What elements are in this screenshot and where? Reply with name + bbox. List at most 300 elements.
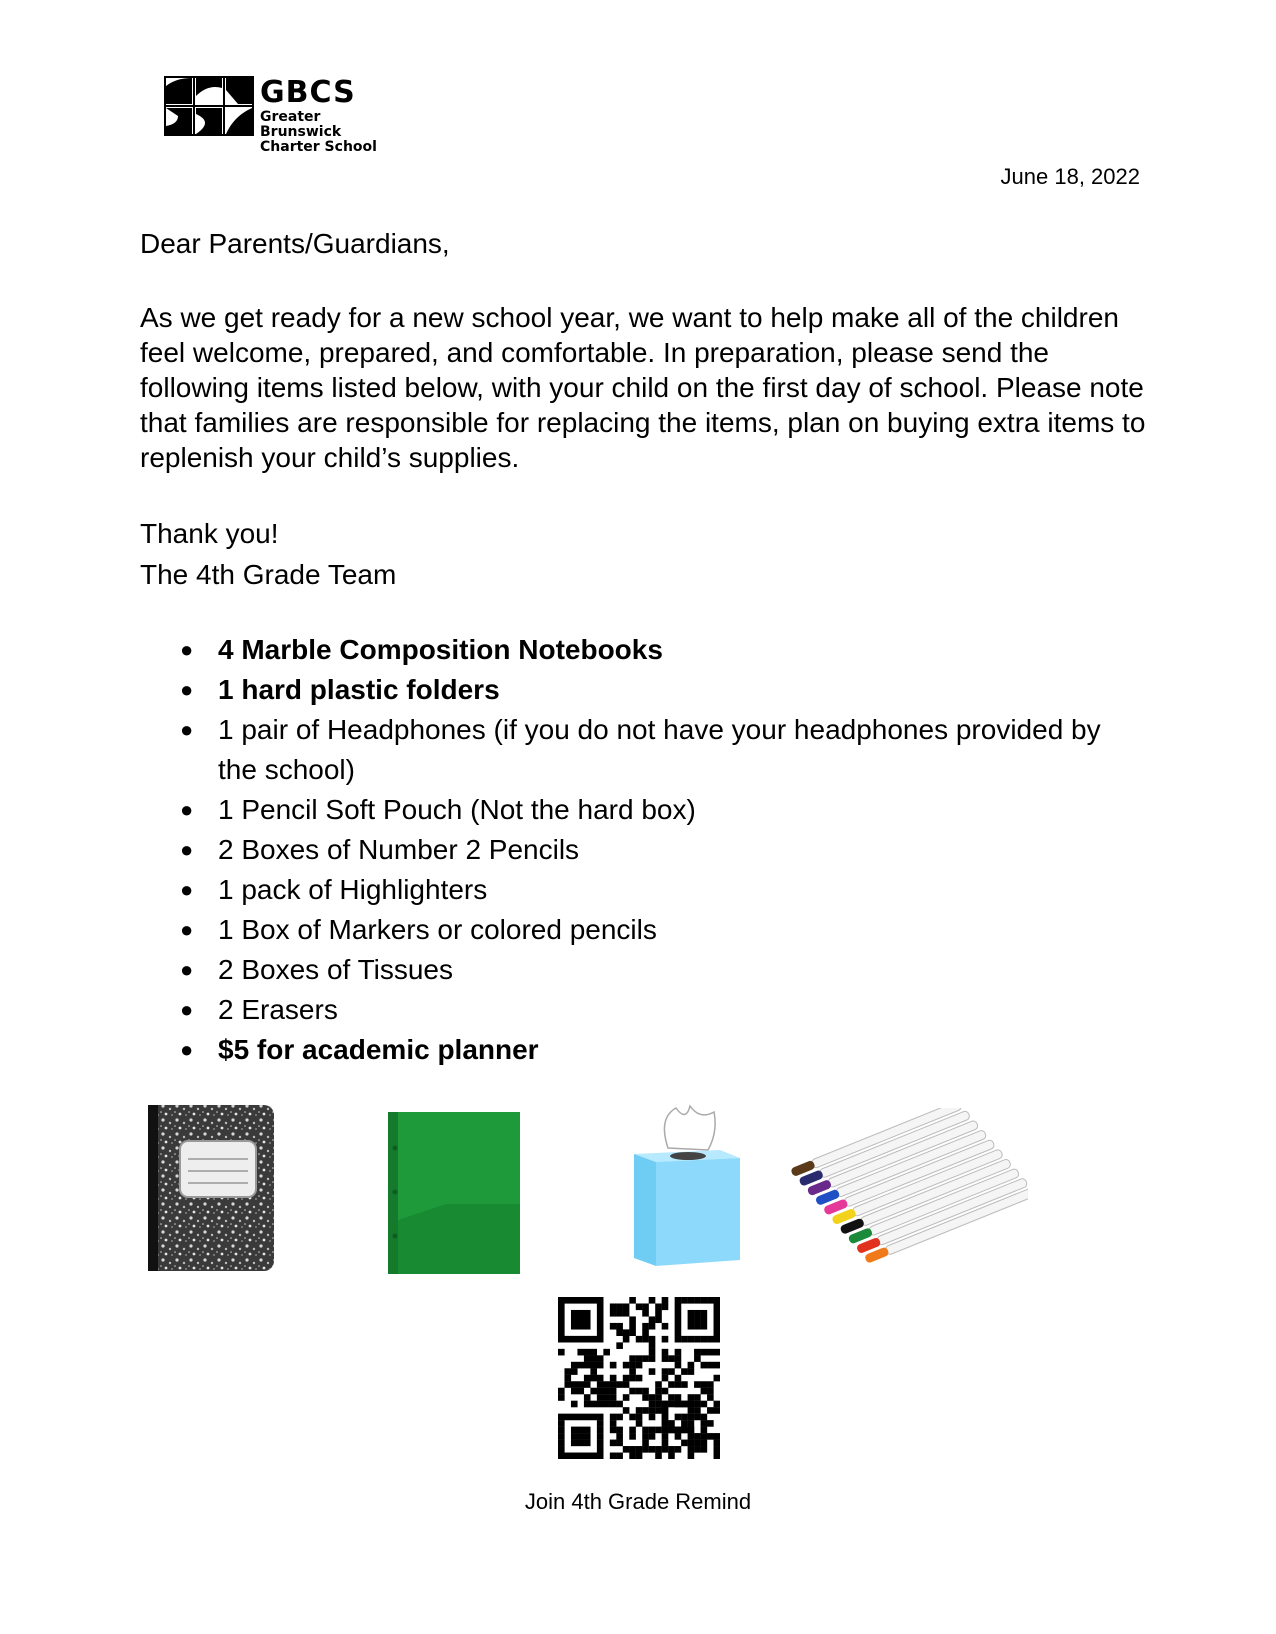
qr-module [655, 1427, 662, 1434]
qr-module [564, 1414, 571, 1421]
qr-module [662, 1440, 669, 1447]
bullet-icon: ● [180, 957, 194, 982]
qr-module [681, 1440, 688, 1447]
qr-module [616, 1310, 623, 1317]
qr-module [610, 1427, 617, 1434]
qr-module [649, 1407, 656, 1414]
qr-module [571, 1362, 578, 1369]
qr-module [649, 1414, 656, 1421]
qr-module [571, 1336, 578, 1343]
qr-module [642, 1303, 649, 1310]
qr-module [597, 1303, 604, 1310]
qr-module [655, 1303, 662, 1310]
qr-module [558, 1394, 565, 1401]
qr-module [662, 1388, 669, 1395]
qr-module [610, 1388, 617, 1395]
qr-module [603, 1394, 610, 1401]
qr-module [701, 1388, 708, 1395]
supply-item [140, 910, 1140, 950]
qr-module [714, 1375, 720, 1382]
qr-module [636, 1355, 643, 1362]
qr-module [701, 1440, 708, 1447]
supply-list [140, 630, 1140, 1070]
qr-module [610, 1453, 617, 1459]
qr-module [701, 1297, 708, 1304]
qr-module [694, 1446, 701, 1453]
qr-module [642, 1427, 649, 1434]
qr-module [714, 1336, 720, 1343]
qr-module [675, 1433, 682, 1440]
qr-module [688, 1433, 695, 1440]
qr-module [623, 1407, 630, 1414]
qr-module [662, 1446, 669, 1453]
qr-module [564, 1381, 571, 1388]
qr-module [590, 1297, 597, 1304]
qr-module [577, 1414, 584, 1421]
qr-module [558, 1420, 565, 1427]
qr-module [714, 1453, 720, 1459]
supply-item [140, 630, 1140, 670]
qr-module [616, 1329, 623, 1336]
qr-module [584, 1453, 591, 1459]
qr-module [694, 1310, 701, 1317]
school-name-line-2: Charter School [260, 139, 377, 155]
qr-module [623, 1375, 630, 1382]
qr-module [649, 1316, 656, 1323]
qr-module [616, 1433, 623, 1440]
qr-module [668, 1420, 675, 1427]
qr-module [558, 1427, 565, 1434]
qr-module [707, 1407, 714, 1414]
qr-module [577, 1297, 584, 1304]
qr-module [610, 1375, 617, 1382]
qr-module [714, 1433, 720, 1440]
qr-module [688, 1453, 695, 1459]
qr-module [688, 1420, 695, 1427]
qr-module [701, 1323, 708, 1330]
qr-module [649, 1446, 656, 1453]
qr-module [597, 1355, 604, 1362]
qr-module [655, 1453, 662, 1459]
qr-module [584, 1316, 591, 1323]
qr-module [590, 1349, 597, 1356]
qr-module [688, 1414, 695, 1421]
closing-thanks: Thank you! [140, 518, 279, 549]
supply-item-text: $5 for academic planner [218, 1034, 539, 1065]
qr-module [642, 1388, 649, 1395]
qr-module [675, 1394, 682, 1401]
qr-module [577, 1323, 584, 1330]
supply-item [140, 950, 1140, 990]
qr-module [584, 1414, 591, 1421]
qr-module [675, 1303, 682, 1310]
qr-module [577, 1453, 584, 1459]
qr-module [714, 1401, 720, 1408]
qr-module [636, 1336, 643, 1343]
qr-module [701, 1433, 708, 1440]
qr-module [649, 1349, 656, 1356]
qr-module [571, 1316, 578, 1323]
qr-module [584, 1310, 591, 1317]
qr-module [597, 1453, 604, 1459]
qr-module [584, 1355, 591, 1362]
qr-module [636, 1375, 643, 1382]
qr-module [584, 1433, 591, 1440]
qr-module [694, 1355, 701, 1362]
qr-module [714, 1349, 720, 1356]
qr-module [707, 1381, 714, 1388]
qr-module [564, 1297, 571, 1304]
qr-module [603, 1381, 610, 1388]
qr-module [694, 1316, 701, 1323]
qr-module [623, 1394, 630, 1401]
qr-module [610, 1381, 617, 1388]
qr-module [662, 1368, 669, 1375]
qr-module [623, 1446, 630, 1453]
qr-module [694, 1401, 701, 1408]
qr-module [694, 1336, 701, 1343]
qr-module [701, 1414, 708, 1421]
qr-module [629, 1375, 636, 1382]
qr-module [577, 1310, 584, 1317]
qr-module [688, 1446, 695, 1453]
qr-module [571, 1453, 578, 1459]
salutation: Dear Parents/Guardians, [140, 228, 450, 259]
qr-module [642, 1446, 649, 1453]
supply-item-text: 4 Marble Composition Notebooks [218, 634, 663, 665]
qr-module [597, 1316, 604, 1323]
qr-module [707, 1420, 714, 1427]
qr-module [636, 1388, 643, 1395]
qr-module [616, 1440, 623, 1447]
qr-module [681, 1414, 688, 1421]
qr-module [597, 1336, 604, 1343]
qr-module [571, 1323, 578, 1330]
tissue-box-icon [628, 1098, 748, 1268]
qr-module [610, 1394, 617, 1401]
qr-module [623, 1303, 630, 1310]
qr-module [701, 1381, 708, 1388]
qr-module [571, 1427, 578, 1434]
qr-module [603, 1401, 610, 1408]
school-name-line-1: Greater Brunswick [260, 109, 342, 140]
qr-module [681, 1427, 688, 1434]
qr-module [597, 1427, 604, 1434]
qr-module [655, 1446, 662, 1453]
qr-module [603, 1349, 610, 1356]
qr-module [584, 1375, 591, 1382]
bullet-icon: ● [180, 917, 194, 942]
qr-module [668, 1381, 675, 1388]
qr-module [688, 1310, 695, 1317]
qr-module [714, 1440, 720, 1447]
qr-module [584, 1440, 591, 1447]
qr-module [558, 1303, 565, 1310]
qr-module [590, 1388, 597, 1395]
qr-module [681, 1401, 688, 1408]
qr-module [590, 1375, 597, 1382]
qr-module [584, 1381, 591, 1388]
qr-module [675, 1349, 682, 1356]
qr-caption: Join 4th Grade Remind [524, 1489, 752, 1514]
qr-module [675, 1362, 682, 1369]
qr-module [577, 1433, 584, 1440]
qr-module [668, 1368, 675, 1375]
supply-item [140, 1030, 1140, 1070]
qr-module [714, 1316, 720, 1323]
qr-module [675, 1381, 682, 1388]
bullet-icon: ● [180, 637, 194, 662]
qr-module [649, 1355, 656, 1362]
qr-module [668, 1453, 675, 1459]
qr-module [642, 1440, 649, 1447]
qr-module [636, 1303, 643, 1310]
bullet-icon: ● [180, 877, 194, 902]
qr-module [681, 1368, 688, 1375]
qr-module [655, 1381, 662, 1388]
qr-module [649, 1401, 656, 1408]
qr-module [610, 1323, 617, 1330]
qr-module [571, 1440, 578, 1447]
qr-module [636, 1446, 643, 1453]
qr-module [571, 1388, 578, 1395]
qr-module [571, 1433, 578, 1440]
qr-module [707, 1433, 714, 1440]
qr-module [590, 1414, 597, 1421]
qr-module [571, 1414, 578, 1421]
school-logo-text [260, 76, 404, 155]
qr-module [668, 1394, 675, 1401]
qr-module [629, 1362, 636, 1369]
qr-module [616, 1381, 623, 1388]
qr-module [662, 1349, 669, 1356]
supply-item [140, 790, 1140, 830]
qr-module [597, 1381, 604, 1388]
qr-module [597, 1297, 604, 1304]
qr-module [701, 1420, 708, 1427]
qr-module [571, 1310, 578, 1317]
qr-module [571, 1401, 578, 1408]
qr-module [597, 1375, 604, 1382]
qr-module [688, 1407, 695, 1414]
qr-module [662, 1336, 669, 1343]
qr-module [662, 1355, 669, 1362]
qr-module [610, 1440, 617, 1447]
qr-module [688, 1401, 695, 1408]
qr-module [649, 1297, 656, 1304]
green-folder-icon [386, 1110, 522, 1276]
qr-module [584, 1349, 591, 1356]
qr-module [610, 1362, 617, 1369]
qr-module [558, 1440, 565, 1447]
qr-module [577, 1381, 584, 1388]
qr-module [616, 1401, 623, 1408]
qr-module [577, 1388, 584, 1395]
qr-module [675, 1355, 682, 1362]
qr-module [662, 1420, 669, 1427]
qr-module [577, 1336, 584, 1343]
supply-item-text: 1 hard plastic folders [218, 674, 500, 705]
remind-qr-code[interactable] [558, 1297, 720, 1459]
qr-module [603, 1388, 610, 1395]
qr-module [564, 1375, 571, 1382]
markers-icon [788, 1108, 1028, 1268]
qr-module [629, 1329, 636, 1336]
qr-module [688, 1394, 695, 1401]
qr-module [564, 1336, 571, 1343]
qr-module [629, 1323, 636, 1330]
qr-module [688, 1427, 695, 1434]
bullet-icon: ● [180, 1037, 194, 1062]
qr-module [662, 1297, 669, 1304]
qr-module [623, 1362, 630, 1369]
qr-module [558, 1433, 565, 1440]
qr-module [642, 1323, 649, 1330]
qr-module [642, 1355, 649, 1362]
school-abbreviation: GBCS [260, 75, 356, 110]
qr-module [597, 1414, 604, 1421]
qr-module [668, 1446, 675, 1453]
qr-module [681, 1336, 688, 1343]
qr-module [707, 1388, 714, 1395]
qr-module [668, 1427, 675, 1434]
supply-item-text: 2 Boxes of Number 2 Pencils [218, 834, 580, 865]
qr-module [649, 1368, 656, 1375]
supply-item [140, 830, 1140, 870]
qr-module [681, 1297, 688, 1304]
qr-module [707, 1297, 714, 1304]
qr-module [597, 1446, 604, 1453]
qr-module [688, 1440, 695, 1447]
qr-module [616, 1342, 623, 1349]
body-paragraph: As we get ready for a new school year, we want to help make all of the children feel welcome, prepared, and comfortable. In preparation, please send the following items listed below, with your child on the first day of school. Please note that families are responsible for replacing the items, plan on buying extra items to replenish your child’s supplies. [140, 302, 1146, 473]
qr-module [597, 1394, 604, 1401]
qr-module [642, 1329, 649, 1336]
qr-module [623, 1381, 630, 1388]
supply-item-text: 1 Box of Markers or colored pencils [218, 914, 657, 945]
bullet-icon: ● [180, 997, 194, 1022]
qr-module [701, 1316, 708, 1323]
qr-module [714, 1297, 720, 1304]
qr-module [662, 1433, 669, 1440]
qr-module [714, 1323, 720, 1330]
qr-module [649, 1336, 656, 1343]
bullet-icon: ● [180, 837, 194, 862]
qr-module [636, 1414, 643, 1421]
qr-module [636, 1420, 643, 1427]
qr-module [597, 1323, 604, 1330]
qr-module [688, 1336, 695, 1343]
qr-module [610, 1310, 617, 1317]
qr-module [662, 1401, 669, 1408]
qr-module [675, 1310, 682, 1317]
qr-module [590, 1362, 597, 1369]
qr-module [616, 1303, 623, 1310]
letter-date: June 18, 2022 [1000, 164, 1140, 189]
qr-module [616, 1453, 623, 1459]
qr-module [597, 1310, 604, 1317]
qr-module [558, 1329, 565, 1336]
qr-module [714, 1362, 720, 1369]
qr-module [629, 1297, 636, 1304]
qr-module [655, 1316, 662, 1323]
qr-module [577, 1427, 584, 1434]
qr-module [649, 1323, 656, 1330]
bullet-icon: ● [180, 677, 194, 702]
qr-module [597, 1440, 604, 1447]
qr-module [629, 1453, 636, 1459]
qr-module [558, 1336, 565, 1343]
qr-module [597, 1329, 604, 1336]
school-logo-mark-icon [164, 76, 254, 136]
qr-module [584, 1362, 591, 1369]
qr-module [629, 1446, 636, 1453]
qr-module [701, 1427, 708, 1434]
qr-module [675, 1316, 682, 1323]
qr-module [571, 1297, 578, 1304]
qr-module [636, 1407, 643, 1414]
qr-module [571, 1381, 578, 1388]
qr-module [610, 1401, 617, 1408]
qr-module [662, 1414, 669, 1421]
qr-module [701, 1336, 708, 1343]
qr-module [649, 1394, 656, 1401]
qr-module [707, 1362, 714, 1369]
qr-module [675, 1323, 682, 1330]
qr-module [675, 1329, 682, 1336]
qr-module [616, 1414, 623, 1421]
closing-signature: The 4th Grade Team [140, 559, 397, 590]
qr-module [694, 1440, 701, 1447]
school-logo [164, 75, 404, 155]
qr-module [688, 1297, 695, 1304]
qr-module [610, 1420, 617, 1427]
qr-module [655, 1388, 662, 1395]
qr-module [629, 1368, 636, 1375]
qr-module [558, 1297, 565, 1304]
qr-module [701, 1401, 708, 1408]
qr-module [584, 1427, 591, 1434]
qr-module [675, 1375, 682, 1382]
qr-module [623, 1336, 630, 1343]
qr-module [649, 1427, 656, 1434]
qr-module [629, 1316, 636, 1323]
qr-module [597, 1420, 604, 1427]
supply-item-text: 1 pair of Headphones (if you do not have your headphones provided by the school) [218, 714, 1101, 785]
qr-module [655, 1394, 662, 1401]
qr-module [610, 1303, 617, 1310]
qr-module [701, 1310, 708, 1317]
qr-module [571, 1368, 578, 1375]
qr-module [694, 1297, 701, 1304]
qr-module [642, 1407, 649, 1414]
qr-module [558, 1388, 565, 1395]
qr-module [714, 1310, 720, 1317]
supply-item [140, 710, 1140, 790]
qr-module [623, 1310, 630, 1317]
qr-module [629, 1355, 636, 1362]
qr-module [584, 1323, 591, 1330]
qr-module [694, 1407, 701, 1414]
qr-module [629, 1433, 636, 1440]
qr-module [610, 1414, 617, 1421]
qr-module [707, 1349, 714, 1356]
qr-module [662, 1303, 669, 1310]
supply-item [140, 870, 1140, 910]
qr-module [688, 1316, 695, 1323]
qr-module [688, 1362, 695, 1369]
qr-module [675, 1427, 682, 1434]
